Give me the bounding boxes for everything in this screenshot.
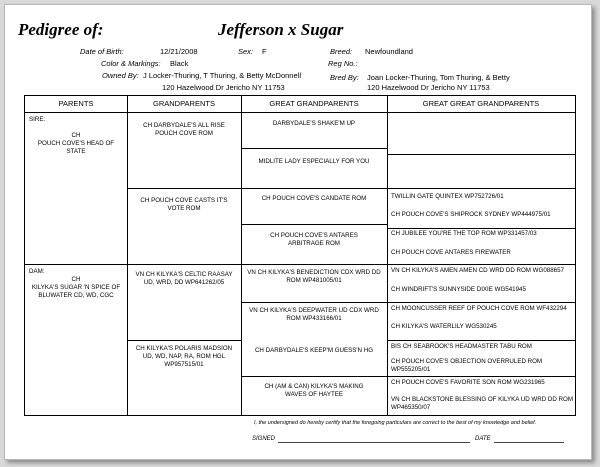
great-grandparent-7: CH DARBYDALE'S KEEP'M GUESS'N HG bbox=[254, 347, 374, 354]
ggp-divider-2 bbox=[241, 188, 387, 189]
breed-label: Breed: bbox=[330, 47, 353, 56]
great-grandparent-3: CH POUCH COVE'S CANDATE ROM bbox=[261, 195, 367, 202]
owned-label: Owned By: bbox=[102, 71, 139, 80]
owned-value: J Locker-Thuring, T Thuring, & Betty McDonnell bbox=[143, 71, 301, 80]
owned-address: 120 Hazelwood Dr Jericho NY 11753 bbox=[162, 83, 285, 92]
gggp-divider-5 bbox=[387, 302, 575, 303]
col-divider-1 bbox=[127, 96, 128, 415]
great-great-grandparent-15: CH POUCH COVE'S FAVORITE SON ROM WG231965 bbox=[391, 379, 545, 386]
date-line[interactable] bbox=[494, 442, 564, 443]
sire-name: CH POUCH COVE'S HEAD OF STATE bbox=[37, 132, 115, 155]
col-divider-2 bbox=[241, 96, 242, 415]
sex-value: F bbox=[262, 47, 267, 56]
great-grandparent-1: DARBYDALE'S SHAKE'M UP bbox=[272, 120, 356, 127]
ggp-divider-1 bbox=[241, 148, 387, 149]
grandparent-3: VN CH KILYKA'S CELTIC RAASAY UD, WRD, DD WP641262/05 bbox=[135, 271, 233, 286]
great-grandparent-6: VN CH KILYKA'S DEEPWATER UD CDX WRD ROM WP433166/01 bbox=[249, 307, 379, 322]
grandparent-4: CH KILYKA'S POLARIS MADSION UD, WD, NAP, RA, ROM HGL WP957515/01 bbox=[135, 345, 233, 368]
gggp-divider-2 bbox=[387, 188, 575, 189]
col-head-great: GREAT GRANDPARENTS bbox=[269, 99, 359, 108]
signature-line[interactable] bbox=[278, 442, 470, 443]
bred-label: Bred By: bbox=[330, 73, 359, 82]
bred-value: Joan Locker-Thuring, Tom Thuring, & Betty bbox=[367, 73, 510, 82]
great-grandparent-4: CH POUCH COVE'S ANTARES ARBITRAGE ROM bbox=[270, 232, 358, 247]
ggp-divider-7 bbox=[241, 376, 387, 377]
ggp-divider-5 bbox=[241, 302, 387, 303]
great-great-grandparent-8: CH POUCH COVE ANTARES FIREWATER bbox=[391, 249, 511, 256]
signed-label: SIGNED bbox=[252, 436, 276, 442]
dam-name: CH KILYKA'S SUGAR 'N SPICE OF BLUWATER CD, WD, CGC bbox=[31, 276, 121, 299]
gp-divider-1 bbox=[127, 188, 241, 189]
date-label: DATE bbox=[475, 436, 491, 442]
header-divider bbox=[25, 112, 575, 113]
ggp-divider-3 bbox=[241, 224, 387, 225]
great-great-grandparent-16: VN CH BLACKSTONE BLESSING OF KILYKA UD WRD DD ROM WP465350/07 bbox=[391, 396, 573, 411]
great-grandparent-5: VN CH KILYKA'S BENEDICTION CDX WRD DD ROM WP481005/01 bbox=[247, 269, 381, 284]
great-grandparent-2: MIDLITE LADY ESPECIALLY FOR YOU bbox=[258, 158, 370, 165]
dob-value: 12/21/2008 bbox=[160, 47, 198, 56]
dob-label: Date of Birth: bbox=[80, 47, 124, 56]
sex-label: Sex: bbox=[238, 47, 254, 56]
great-great-grandparent-10: CH WINDRIFT'S SUNNYSIDE DIXIE WG541945 bbox=[391, 286, 526, 293]
gggp-divider-7 bbox=[387, 376, 575, 377]
gp-divider-3 bbox=[127, 340, 241, 341]
breed-value: Newfoundland bbox=[365, 47, 413, 56]
great-grandparent-8: CH (AM & CAN) KILYKA'S MAKING WAVES OF HAYTEE bbox=[264, 383, 364, 398]
col-head-parents: PARENTS bbox=[58, 99, 94, 108]
grandparent-1: CH DARBYDALE'S ALL RISE POUCH COVE ROM bbox=[143, 122, 225, 137]
reg-label: Reg No.: bbox=[328, 59, 358, 68]
great-great-grandparent-5: TWILLIN GATE QUINTEX WP752726/01 bbox=[391, 193, 504, 200]
col-head-grandparents: GRANDPARENTS bbox=[153, 99, 215, 108]
great-great-grandparent-12: CH KILYKA'S WATERLILY WG530245 bbox=[391, 323, 497, 330]
grandparent-2: CH POUCH COVE CASTS IT'S VOTE ROM bbox=[140, 197, 228, 212]
dam-label: DAM: bbox=[29, 268, 45, 275]
col-head-great-great: GREAT GREAT GRANDPARENTS bbox=[422, 99, 540, 108]
gggp-divider-3 bbox=[387, 228, 575, 229]
sire-label: SIRE: bbox=[29, 116, 46, 123]
col-divider-3 bbox=[387, 96, 388, 415]
great-great-grandparent-11: CH MOONCUSSER REEF OF POUCH COVE ROM WF432294 bbox=[391, 305, 567, 312]
great-great-grandparent-6: CH POUCH COVE'S SHIPROCK SYDNEY WP444975/01 bbox=[391, 211, 551, 218]
great-great-grandparent-9: VN CH KILYKA'S AMEN AMEN CD WRD DD ROM WG088657 bbox=[391, 267, 564, 274]
pedigree-title-label: Pedigree of: bbox=[18, 20, 104, 39]
pedigree-table bbox=[24, 95, 576, 416]
gggp-divider-1 bbox=[387, 154, 575, 155]
gggp-divider-6 bbox=[387, 340, 575, 341]
color-label: Color & Markings: bbox=[101, 59, 161, 68]
certification-text: I, the undersigned do hereby certify that the foregoing particulars are correct to the best of my knowledge and belief. bbox=[254, 420, 537, 426]
parents-divider bbox=[25, 264, 387, 265]
great-great-grandparent-7: CH JUBILEE YOU'RE THE TOP ROM WP331457/03 bbox=[391, 230, 537, 237]
great-great-grandparent-13: BIS CH SEABROOK'S HEADMASTER TABU ROM bbox=[391, 343, 532, 350]
dog-name: Jefferson x Sugar bbox=[218, 20, 344, 39]
gggp-divider-4 bbox=[387, 264, 575, 265]
bred-address: 120 Hazelwood Dr Jericho NY 11753 bbox=[367, 83, 490, 92]
color-value: Black bbox=[170, 59, 189, 68]
great-great-grandparent-14: CH POUCH COVE'S OBJECTION OVERRULED ROM WP555205/01 bbox=[391, 358, 543, 373]
